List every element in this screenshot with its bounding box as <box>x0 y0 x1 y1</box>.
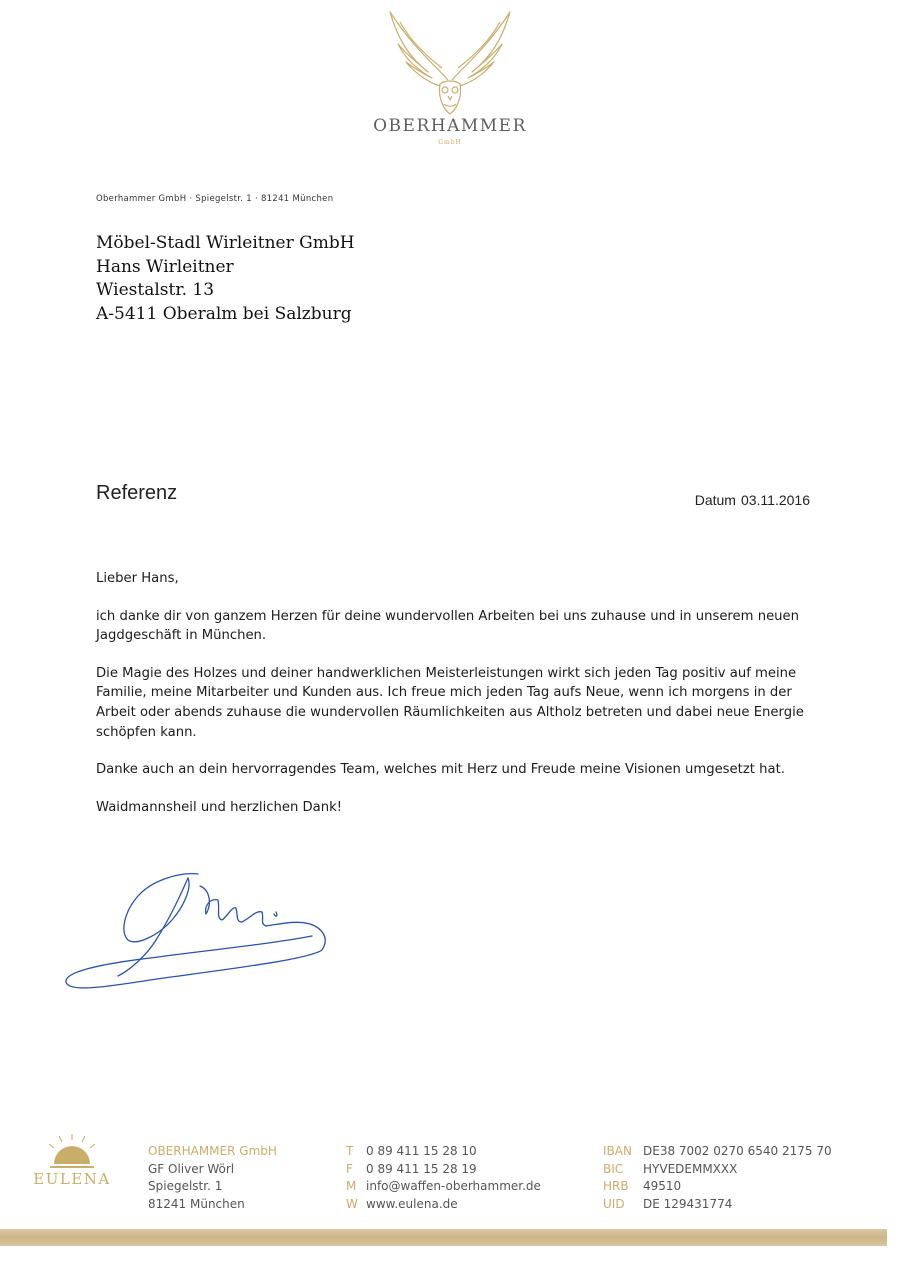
bank-iban <box>603 1143 832 1161</box>
recipient-street: Wiestalstr. 13 <box>96 280 215 300</box>
paragraph: ich danke dir von ganzem Herzen für deine wundervollen Arbeiten bei uns zuhause und in unserem neuen Jagdgeschäft in München. <box>96 608 800 644</box>
paragraph: Danke auch an dein hervorragendes Team, welches mit Herz und Freude meine Visionen umgesetzt hat. <box>96 762 785 778</box>
bank-label: HRB <box>603 1179 629 1193</box>
bank-bic <box>603 1161 832 1179</box>
signature-icon <box>60 866 360 996</box>
contact-label: W <box>346 1196 358 1211</box>
owl-logo-icon <box>380 10 520 120</box>
contact-value: www.eulena.de <box>366 1196 458 1211</box>
salutation: Lieber Hans, <box>96 571 179 586</box>
contact-label: T <box>346 1144 354 1158</box>
paragraph: Die Magie des Holzes und deiner handwerklichen Meisterleistungen wirkt sich jeden Tag positiv auf meine Familie, meine Mitarbeiter und Kunden aus. Ich freue mich jeden Tag aufs Neue, wenn ich morgens in der Arbeit oder abends zuhause die wundervollen Räumlichkeiten aus Altholz betreten und dabei neue Energie schöpfen kann. <box>96 665 804 740</box>
contact-email <box>346 1178 541 1196</box>
bank-value: HYVEDEMMXXX <box>643 1161 738 1176</box>
footer-city: 81241 München <box>148 1196 245 1211</box>
bank-label: UID <box>603 1196 625 1211</box>
letter-body <box>96 569 812 835</box>
footer-contact <box>346 1143 541 1213</box>
footer-company-name: OBERHAMMER GmbH <box>148 1144 277 1158</box>
recipient-city: A-5411 Oberalm bei Salzburg <box>96 303 352 324</box>
brand-name: OBERHAMMER <box>373 116 527 136</box>
bank-hrb <box>603 1178 832 1196</box>
footer-bank <box>603 1143 832 1213</box>
footer-gold-bar <box>0 1229 887 1246</box>
footer-street: Spiegelstr. 1 <box>148 1179 223 1193</box>
letter-subject: Referenz <box>96 482 178 504</box>
contact-website <box>346 1196 541 1214</box>
bank-uid <box>603 1196 832 1214</box>
footer-company <box>148 1143 277 1213</box>
contact-label: F <box>346 1161 353 1176</box>
recipient-name: Hans Wirleitner <box>96 256 234 277</box>
contact-fax <box>346 1161 541 1179</box>
footer-logo-text: EULENA <box>33 1170 111 1188</box>
bank-value: DE 129431774 <box>643 1196 733 1211</box>
date-value: 03.11.2016 <box>740 492 810 508</box>
contact-value: info@waffen-oberhammer.de <box>366 1179 541 1193</box>
bank-value: 49510 <box>643 1179 682 1193</box>
contact-label: M <box>346 1179 357 1193</box>
recipient-address <box>96 232 355 326</box>
bank-label: BIC <box>603 1161 624 1176</box>
closing: Waidmannsheil und herzlichen Dank! <box>96 799 343 815</box>
footer-manager: GF Oliver Wörl <box>148 1161 235 1176</box>
contact-value: 0 89 411 15 28 10 <box>366 1144 477 1158</box>
letter-date <box>695 492 810 508</box>
date-label: Datum <box>694 492 736 508</box>
bank-label: IBAN <box>603 1144 632 1158</box>
sender-return-address: Oberhammer GmbH · Spiegelstr. 1 · 81241 München <box>96 194 334 204</box>
contact-phone <box>346 1143 541 1161</box>
brand-subtitle: GmbH <box>438 139 462 146</box>
recipient-company: Möbel-Stadl Wirleitner GmbH <box>96 233 355 253</box>
contact-value: 0 89 411 15 28 19 <box>366 1161 477 1176</box>
bank-value: DE38 7002 0270 6540 2175 70 <box>643 1144 832 1158</box>
